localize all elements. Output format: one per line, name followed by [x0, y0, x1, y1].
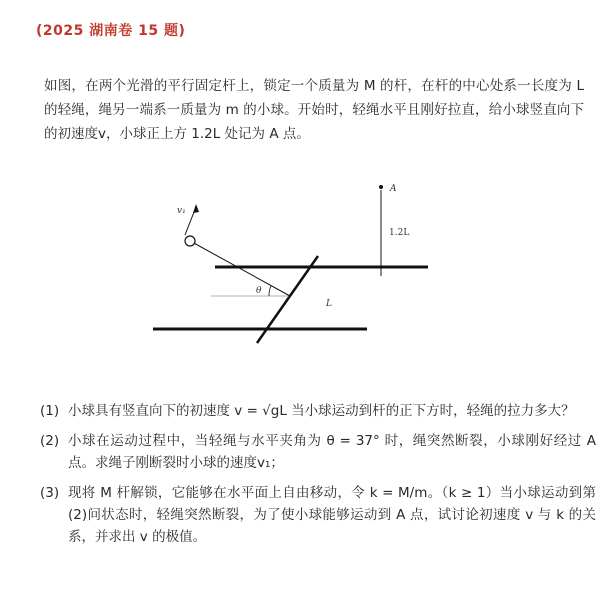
question-text: 小球在运动过程中，当轻绳与水平夹角为 θ = 37° 时，绳突然断裂，小球刚好经过 A 点。求绳子刚断裂时小球的速度v₁； [68, 433, 596, 471]
ball [185, 236, 195, 246]
label-height: 1.2L [389, 228, 410, 238]
label-l: L [326, 299, 332, 309]
question-item [40, 400, 596, 422]
problem-source: (2025 湖南卷 15 题) [36, 23, 186, 39]
question-item [40, 482, 596, 548]
question-text: 小球具有竖直向下的初速度 v = √gL 当小球运动到杆的正下方时，轻绳的拉力多大？ [68, 403, 575, 419]
problem-statement [44, 74, 584, 146]
diagram-svg [145, 168, 445, 356]
question-number: (2) [40, 433, 60, 449]
point-a-dot [379, 185, 383, 189]
question-item [40, 430, 596, 474]
velocity-arrowhead [193, 204, 199, 213]
rope [192, 242, 290, 296]
label-theta: θ [256, 286, 262, 296]
label-v1: v₁ [177, 206, 186, 216]
intro-text: 如图，在两个光滑的平行固定杆上，锁定一个质量为 M 的杆，在杆的中心处系一长度为 L 的轻绳，绳另一端系一质量为 m 的小球。开始时，轻绳水平且刚好拉直，给小球竖直向下的初速度v，小球正上方 1.2L 处记为 A 点。 [44, 78, 584, 142]
question-number: (3) [40, 485, 60, 501]
question-number: (1) [40, 403, 60, 419]
label-a: A [390, 184, 397, 194]
questions-list [40, 400, 596, 556]
angle-arc [269, 286, 271, 296]
question-text: 现将 M 杆解锁，它能够在水平面上自由移动，令 k = M/m。（k ≥ 1）当小球运动到第(2)问状态时，轻绳突然断裂，为了使小球能够运动到 A 点，试讨论初速度 v 与 k 的关系，并求出 v 的极值。 [68, 485, 596, 545]
physics-diagram [145, 168, 445, 356]
